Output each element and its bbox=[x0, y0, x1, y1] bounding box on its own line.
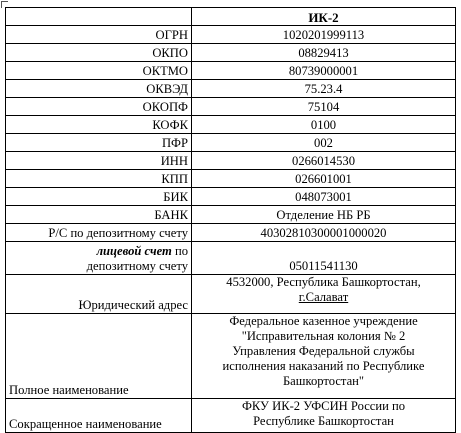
row-label: ОКПО bbox=[6, 44, 192, 62]
full-name-row bbox=[6, 314, 456, 399]
row-value: 80739000001 bbox=[192, 62, 456, 80]
header-value: ИК-2 bbox=[192, 8, 456, 26]
row-value: 0266014530 bbox=[192, 152, 456, 170]
personal-account-label-rest: по bbox=[171, 244, 188, 258]
row-label: ИНН bbox=[6, 152, 192, 170]
row-label: ОКТМО bbox=[6, 62, 192, 80]
personal-account-emphasis: лицевой счет bbox=[96, 244, 172, 258]
short-name-label: Сокращенное наименование bbox=[6, 399, 192, 433]
header-row bbox=[6, 8, 456, 26]
row-label: ОГРН bbox=[6, 26, 192, 44]
table-row bbox=[6, 44, 456, 62]
legal-address-value bbox=[192, 275, 456, 314]
requisites-table bbox=[5, 7, 456, 433]
full-name-line3: Управления Федеральной службы bbox=[232, 344, 415, 358]
legal-address-city: г.Салават bbox=[298, 290, 349, 304]
short-name-row bbox=[6, 399, 456, 433]
header-label-cell bbox=[6, 8, 192, 26]
row-value: 048073001 bbox=[192, 188, 456, 206]
table-row bbox=[6, 170, 456, 188]
full-name-line4: исполнения наказаний по Республике bbox=[222, 359, 425, 373]
row-label: БАНК bbox=[6, 206, 192, 224]
personal-account-label bbox=[6, 242, 192, 275]
personal-account-value: 05011541130 bbox=[192, 242, 456, 275]
table-row bbox=[6, 62, 456, 80]
row-value: 026601001 bbox=[192, 170, 456, 188]
table-row bbox=[6, 152, 456, 170]
table-row bbox=[6, 206, 456, 224]
row-value: 75.23.4 bbox=[192, 80, 456, 98]
short-name-line1: ФКУ ИК-2 УФСИН России по bbox=[241, 399, 406, 413]
row-label: ПФР bbox=[6, 134, 192, 152]
row-value: 002 bbox=[192, 134, 456, 152]
full-name-value bbox=[192, 314, 456, 399]
row-label: БИК bbox=[6, 188, 192, 206]
short-name-line2: Республике Башкортостан bbox=[253, 414, 394, 428]
personal-account-row bbox=[6, 242, 456, 275]
row-value: Отделение НБ РБ bbox=[192, 206, 456, 224]
row-label: ОКОПФ bbox=[6, 98, 192, 116]
row-value: 40302810300001000020 bbox=[192, 224, 456, 242]
row-label: Р/С по депозитному счету bbox=[6, 224, 192, 242]
table-row bbox=[6, 188, 456, 206]
table-row bbox=[6, 98, 456, 116]
legal-address-label: Юридический адрес bbox=[6, 275, 192, 314]
row-value: 75104 bbox=[192, 98, 456, 116]
short-name-value bbox=[192, 399, 456, 433]
table-row bbox=[6, 224, 456, 242]
full-name-line2: "Исправительная колония № 2 bbox=[241, 329, 406, 343]
row-value: 08829413 bbox=[192, 44, 456, 62]
personal-account-label-line2: депозитному счету bbox=[86, 259, 188, 273]
legal-address-line1: 4532000, Республика Башкортостан, bbox=[226, 275, 421, 289]
table-row bbox=[6, 116, 456, 134]
table-row bbox=[6, 26, 456, 44]
row-label: КОФК bbox=[6, 116, 192, 134]
full-name-line1: Федеральное казенное учреждение bbox=[229, 314, 418, 328]
row-value: 1020201999113 bbox=[192, 26, 456, 44]
full-name-label: Полное наименование bbox=[6, 314, 192, 399]
row-label: КПП bbox=[6, 170, 192, 188]
row-label: ОКВЭД bbox=[6, 80, 192, 98]
row-value: 0100 bbox=[192, 116, 456, 134]
legal-address-row bbox=[6, 275, 456, 314]
full-name-line5: Башкортостан" bbox=[282, 374, 365, 388]
table-row bbox=[6, 80, 456, 98]
table-row bbox=[6, 134, 456, 152]
